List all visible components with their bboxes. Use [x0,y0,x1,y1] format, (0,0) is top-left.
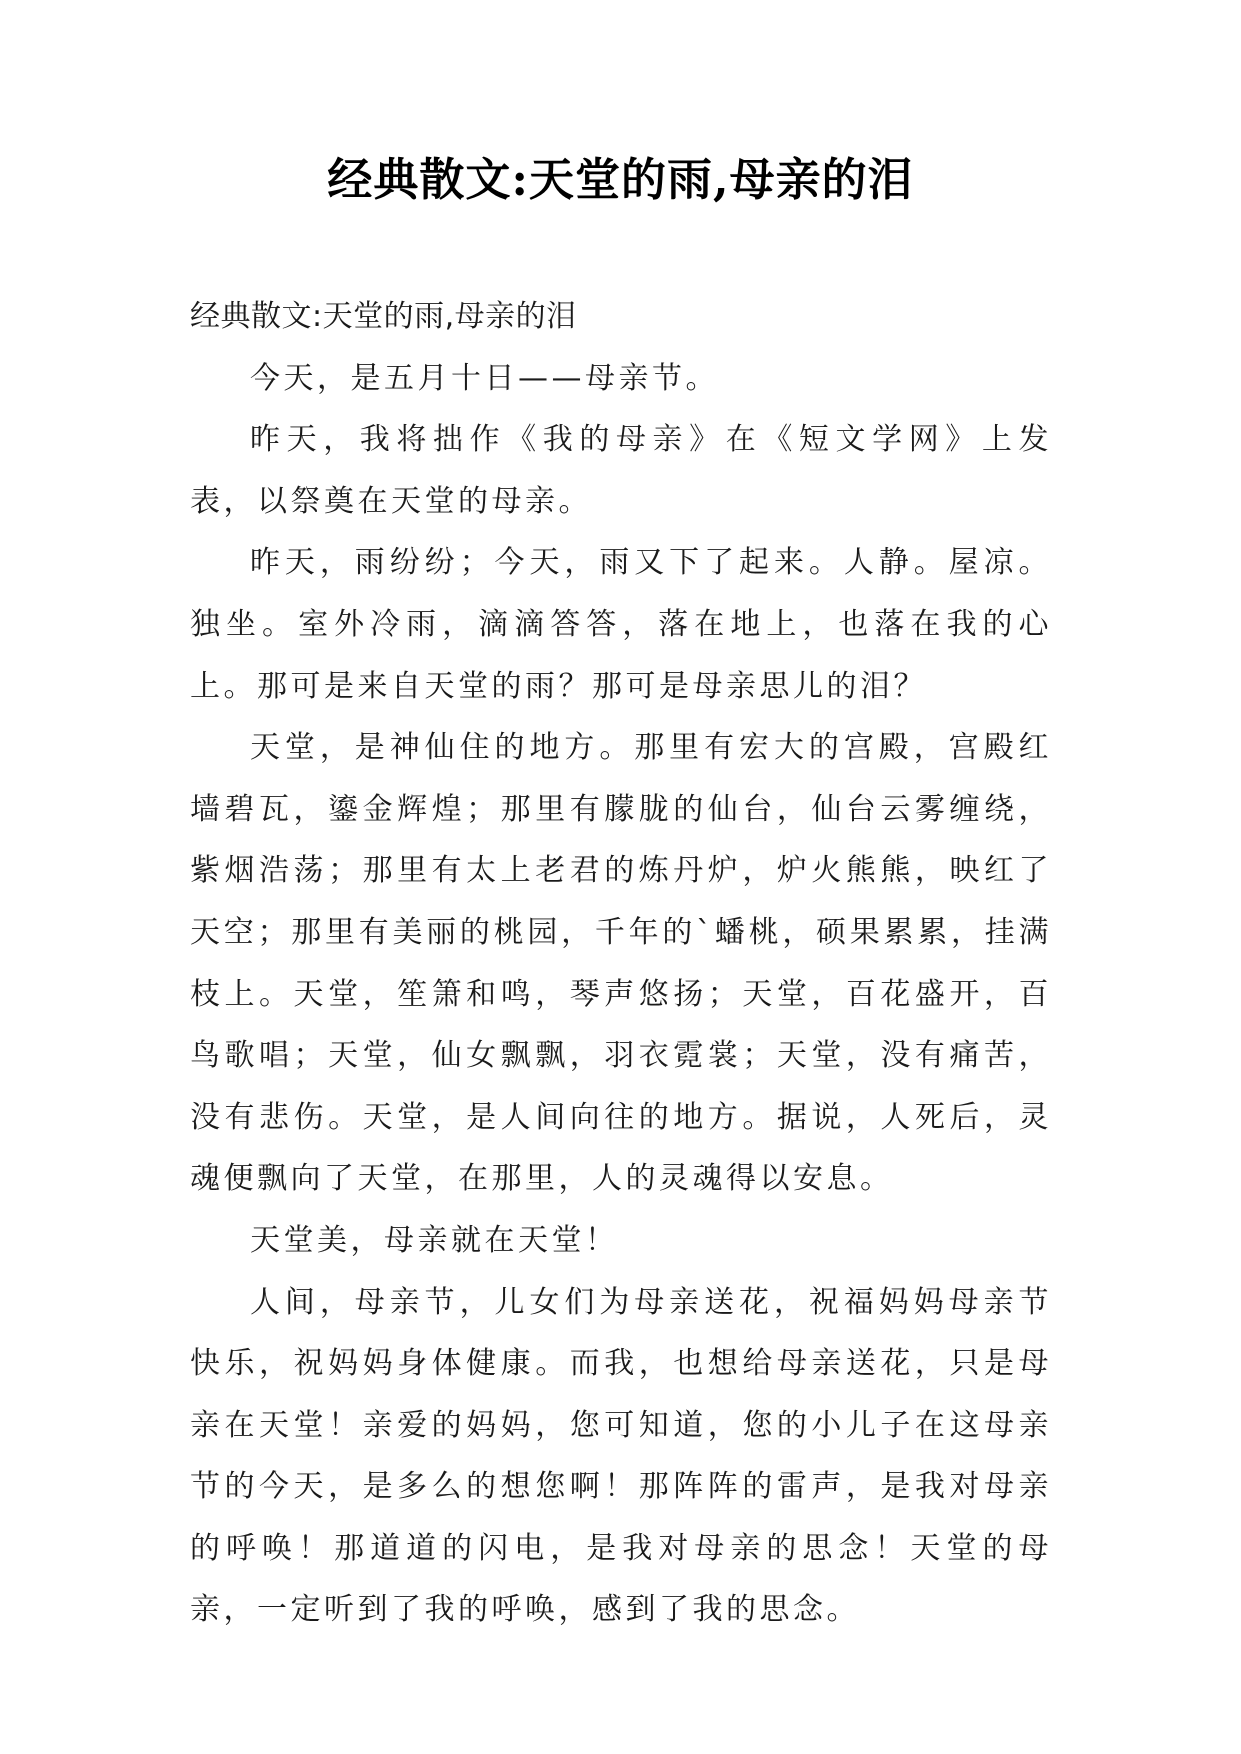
document-body [190,286,1052,1641]
paragraph-yesterday-publish: 昨天，我将拙作《我的母亲》在《短文学网》上发表，以祭奠在天堂的母亲。 [190,422,1052,519]
paragraph-mothers-day: 今天，是五月十日——母亲节。 [250,360,719,396]
paragraph-heaven: 天堂，是神仙住的地方。那里有宏大的宫殿，宫殿红墙碧瓦，鎏金辉煌；那里有朦胧的仙台，仙台云雾缠绕，紫烟浩荡；那里有太上老君的炼丹炉，炉火熊熊，映红了天空；那里有美丽的桃园，千年的`蟠桃，硕果累累，挂满枝上。天堂，笙箫和鸣，琴声悠扬；天堂，百花盛开，百鸟歌唱；天堂，仙女飘飘，羽衣霓裳；天堂，没有痛苦，没有悲伤。天堂，是人间向往的地方。据说，人死后，灵魂便飘向了天堂，在那里，人的灵魂得以安息。 [190,730,1052,1197]
paragraph-rain: 昨天，雨纷纷；今天，雨又下了起来。人静。屋凉。独坐。室外冷雨，滴滴答答，落在地上，也落在我的心上。那可是来自天堂的雨？那可是母亲思儿的泪？ [190,545,1052,704]
paragraph-mother-in-heaven: 天堂美，母亲就在天堂！ [250,1222,619,1258]
document-title: 经典散文:天堂的雨,母亲的泪 [327,153,914,206]
paragraph-flowers: 人间，母亲节，儿女们为母亲送花，祝福妈妈母亲节快乐，祝妈妈身体健康。而我，也想给母亲送花，只是母亲在天堂！亲爱的妈妈，您可知道，您的小儿子在这母亲节的今天，是多么的想您啊！那阵阵的雷声，是我对母亲的呼唤！那道道的闪电，是我对母亲的思念！天堂的母亲，一定听到了我的呼唤，感到了我的思念。 [190,1284,1052,1628]
document-subtitle: 经典散文:天堂的雨,母亲的泪 [190,299,577,334]
